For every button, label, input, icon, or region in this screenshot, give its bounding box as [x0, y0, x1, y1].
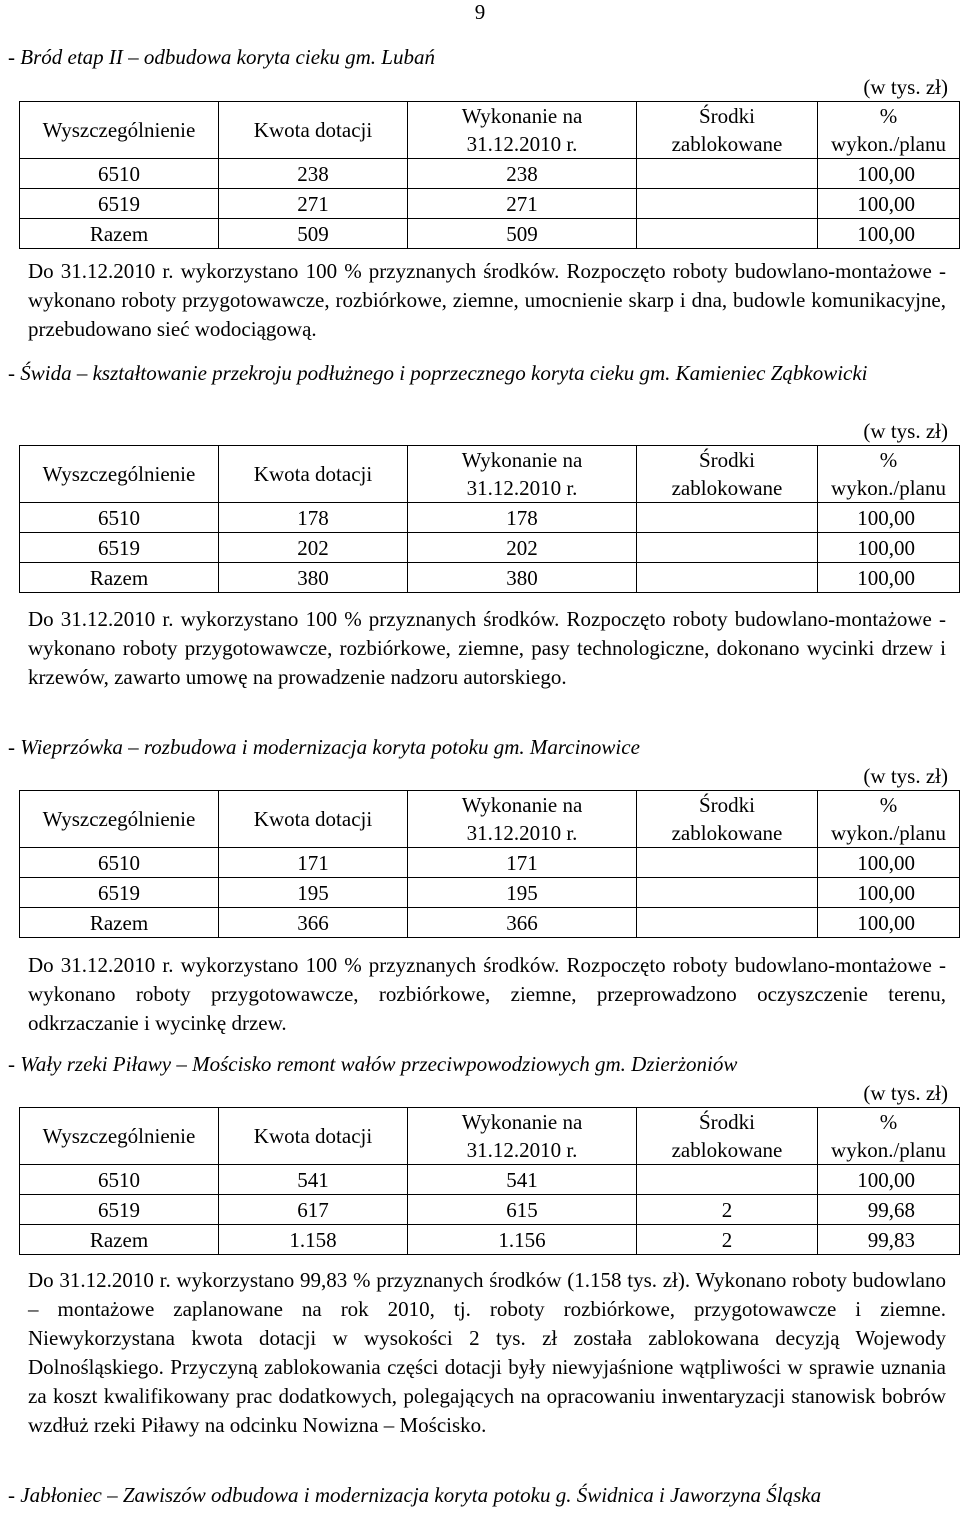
table-cell: 271: [219, 189, 408, 219]
table-cell: [637, 503, 818, 533]
table-cell: 509: [408, 219, 637, 249]
table-cell: [637, 908, 818, 938]
table-cell: 6510: [20, 848, 219, 878]
col-header: Wykonanie na 31.12.2010 r.: [408, 791, 637, 848]
col-header: Środki zablokowane: [637, 102, 818, 159]
section-paragraph: Do 31.12.2010 r. wykorzystano 100 % przyznanych środków. Rozpoczęto roboty budowlano-montażowe - wykonano roboty przygotowawcze, rozbiórkowe, ziemne, umocnienie skarp i dna, budowle komunikacyjne, przebudowano sieć wodociągową.: [28, 259, 946, 341]
col-header: % wykon./planu: [818, 446, 960, 503]
table-cell: 100,00: [818, 878, 960, 908]
col-header: Kwota dotacji: [219, 102, 408, 159]
table-cell: 100,00: [818, 219, 960, 249]
table-cell: 171: [219, 848, 408, 878]
table-cell: 202: [408, 533, 637, 563]
col-header: Wyszczególnienie: [20, 102, 219, 159]
table-cell: 238: [219, 159, 408, 189]
table-cell: 6510: [20, 503, 219, 533]
section-heading: - Świda – kształtowanie przekroju podłużnego i poprzecznego koryta cieku gm. Kamieniec Ząbkowicki: [8, 361, 868, 385]
table-row: [20, 878, 960, 908]
table-cell: 6519: [20, 189, 219, 219]
table-cell: 615: [408, 1195, 637, 1225]
table-cell: 380: [219, 563, 408, 593]
unit-label: (w tys. zł): [863, 419, 948, 443]
table-row: [20, 1195, 960, 1225]
table-row: [20, 503, 960, 533]
table-cell: 99,68: [818, 1195, 960, 1225]
table-cell: 6510: [20, 1165, 219, 1195]
table-cell: 100,00: [818, 908, 960, 938]
col-header: Kwota dotacji: [219, 791, 408, 848]
table-cell: [637, 189, 818, 219]
table-cell: 2: [637, 1195, 818, 1225]
table-row: [20, 533, 960, 563]
table-cell: 6519: [20, 533, 219, 563]
section-heading: - Wieprzówka – rozbudowa i modernizacja koryta potoku gm. Marcinowice: [8, 735, 640, 759]
col-header: Wykonanie na 31.12.2010 r.: [408, 102, 637, 159]
table-row: [20, 563, 960, 593]
col-header: Środki zablokowane: [637, 791, 818, 848]
table-cell: 195: [408, 878, 637, 908]
table-row: [20, 848, 960, 878]
table-row: [20, 1165, 960, 1195]
table-cell: 100,00: [818, 1165, 960, 1195]
table-cell: 6519: [20, 878, 219, 908]
col-header: Wyszczególnienie: [20, 446, 219, 503]
col-header: Kwota dotacji: [219, 1108, 408, 1165]
col-header: Wykonanie na 31.12.2010 r.: [408, 1108, 637, 1165]
data-table: [19, 445, 960, 593]
col-header: % wykon./planu: [818, 1108, 960, 1165]
section-heading: - Jabłoniec – Zawiszów odbudowa i modernizacja koryta potoku g. Świdnica i Jaworzyna Śląska: [8, 1483, 822, 1507]
table-cell: 271: [408, 189, 637, 219]
col-header: Wykonanie na 31.12.2010 r.: [408, 446, 637, 503]
table-cell: 100,00: [818, 563, 960, 593]
table-cell: 171: [408, 848, 637, 878]
data-table: [19, 101, 960, 249]
table-cell: 1.158: [219, 1225, 408, 1255]
table-cell: [637, 878, 818, 908]
section-heading: - Wały rzeki Piławy – Mościsko remont wałów przeciwpowodziowych gm. Dzierżoniów: [8, 1052, 738, 1076]
table-cell: 100,00: [818, 503, 960, 533]
table-cell: 238: [408, 159, 637, 189]
col-header: Środki zablokowane: [637, 1108, 818, 1165]
col-header: % wykon./planu: [818, 791, 960, 848]
table-cell: [637, 563, 818, 593]
table-cell: [637, 219, 818, 249]
table-row: [20, 908, 960, 938]
table-cell: Razem: [20, 1225, 219, 1255]
table-cell: 178: [408, 503, 637, 533]
table-cell: 366: [219, 908, 408, 938]
data-table: [19, 790, 960, 938]
col-header: Wyszczególnienie: [20, 1108, 219, 1165]
table-cell: 178: [219, 503, 408, 533]
table-cell: 100,00: [818, 848, 960, 878]
table-row: [20, 159, 960, 189]
page-number: 9: [474, 0, 486, 24]
table-cell: Razem: [20, 563, 219, 593]
section-paragraph: Do 31.12.2010 r. wykorzystano 99,83 % przyznanych środków (1.158 tys. zł). Wykonano roboty budowlano – montażowe zaplanowane na rok 2010, tj. roboty rozbiórkowe, przygotowawcze i ziemne. Niewykorzystana kwota dotacji w wysokości 2 tys. zł została zablokowana decyzją Wojewody Dolnośląskiego. Przyczyną zablokowania części dotacji były niewyjaśnione wątpliwości w sprawie uznania za koszt kwalifikowany prac dodatkowych, polegających na opracowaniu inwentaryzacji stanowisk bobrów wzdłuż rzeki Piławy na odcinku Nowizna – Mościsko.: [28, 1268, 946, 1437]
table-cell: 541: [408, 1165, 637, 1195]
table-row: [20, 219, 960, 249]
section-paragraph: Do 31.12.2010 r. wykorzystano 100 % przyznanych środków. Rozpoczęto roboty budowlano-montażowe -wykonano roboty przygotowawcze, rozbiórkowe, ziemne, pasy technologiczne, dokonano wycinki drzew i krzewów, zawarto umowę na prowadzenie nadzoru autorskiego.: [28, 607, 946, 689]
col-header: % wykon./planu: [818, 102, 960, 159]
unit-label: (w tys. zł): [863, 764, 948, 788]
table-cell: Razem: [20, 219, 219, 249]
table-cell: [637, 533, 818, 563]
col-header: Środki zablokowane: [637, 446, 818, 503]
table-cell: 541: [219, 1165, 408, 1195]
table-cell: [637, 1165, 818, 1195]
table-cell: [637, 159, 818, 189]
unit-label: (w tys. zł): [863, 75, 948, 99]
table-cell: 100,00: [818, 189, 960, 219]
table-cell: 617: [219, 1195, 408, 1225]
table-cell: 1.156: [408, 1225, 637, 1255]
table-cell: Razem: [20, 908, 219, 938]
table-header-row: [20, 102, 960, 159]
table-cell: 100,00: [818, 159, 960, 189]
unit-label: (w tys. zł): [863, 1081, 948, 1105]
table-cell: 380: [408, 563, 637, 593]
table-cell: 6519: [20, 1195, 219, 1225]
table-cell: 202: [219, 533, 408, 563]
table-cell: 195: [219, 878, 408, 908]
table-row: [20, 189, 960, 219]
table-cell: 2: [637, 1225, 818, 1255]
data-table: [19, 1107, 960, 1255]
table-cell: 6510: [20, 159, 219, 189]
table-cell: 509: [219, 219, 408, 249]
table-cell: [637, 848, 818, 878]
table-header-row: [20, 446, 960, 503]
table-cell: 99,83: [818, 1225, 960, 1255]
section-paragraph: Do 31.12.2010 r. wykorzystano 100 % przyznanych środków. Rozpoczęto roboty budowlano-montażowe -wykonano roboty przygotowawcze, rozbiórkowe, ziemne, przeprowadzono oczyszczenie terenu, odkrzaczanie i wycinkę drzew.: [28, 953, 946, 1035]
table-cell: 100,00: [818, 533, 960, 563]
section-heading: - Bród etap II – odbudowa koryta cieku gm. Lubań: [8, 45, 435, 69]
col-header: Kwota dotacji: [219, 446, 408, 503]
table-cell: 366: [408, 908, 637, 938]
table-header-row: [20, 1108, 960, 1165]
table-header-row: [20, 791, 960, 848]
col-header: Wyszczególnienie: [20, 791, 219, 848]
table-row: [20, 1225, 960, 1255]
